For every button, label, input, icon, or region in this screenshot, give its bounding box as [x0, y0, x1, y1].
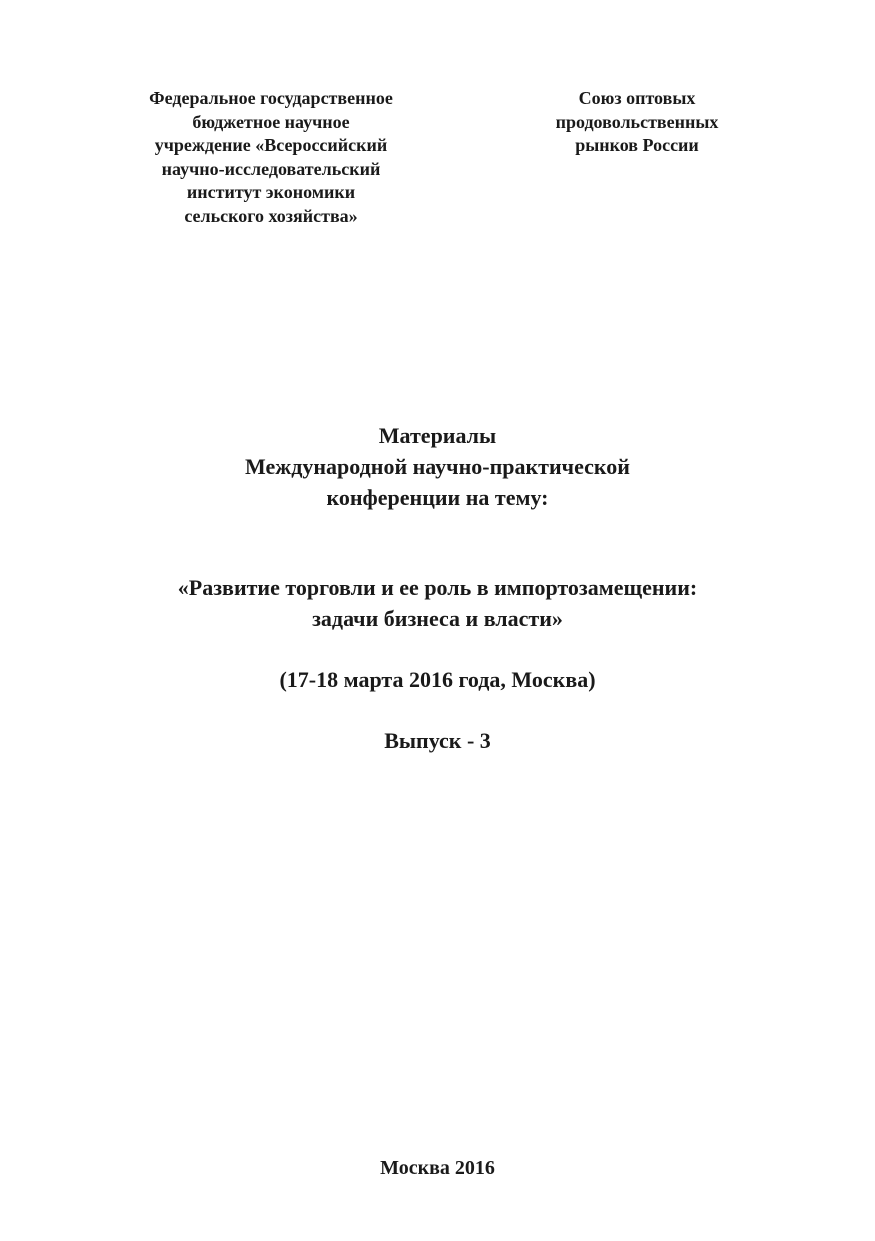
organization-right-line: продовольственных: [555, 111, 719, 132]
organization-left-line: сельского хозяйства»: [184, 205, 358, 226]
conference-topic: [0, 572, 875, 634]
issue-number: [0, 725, 875, 756]
city-year: [0, 1154, 875, 1182]
organization-left-line: Федеральное государственное: [149, 88, 393, 108]
topic-line: «Развитие торговли и ее роль в импортозамещении:: [177, 575, 698, 600]
topic-line: задачи бизнеса и власти»: [312, 606, 563, 631]
materials-line: конференции на тему:: [326, 485, 549, 510]
materials-line: Материалы: [378, 423, 497, 448]
conference-dates: [0, 664, 875, 695]
organization-left-line: научно-исследовательский: [161, 158, 381, 179]
organization-right-line: Союз оптовых: [578, 88, 696, 108]
organization-right-line: рынков России: [575, 135, 699, 155]
organization-left: [112, 87, 430, 228]
issue-line: Выпуск - 3: [384, 728, 491, 753]
organization-left-line: институт экономики: [186, 182, 356, 202]
organization-left-line: учреждение «Всероссийский: [154, 135, 388, 155]
organization-left-line: бюджетное научное: [192, 111, 350, 132]
organization-right: [515, 87, 759, 158]
materials-heading: [0, 420, 875, 513]
city-year-line: Москва 2016: [380, 1157, 495, 1179]
materials-line: Международной научно-практической: [245, 454, 630, 479]
dates-line: (17-18 марта 2016 года, Москва): [279, 667, 596, 692]
